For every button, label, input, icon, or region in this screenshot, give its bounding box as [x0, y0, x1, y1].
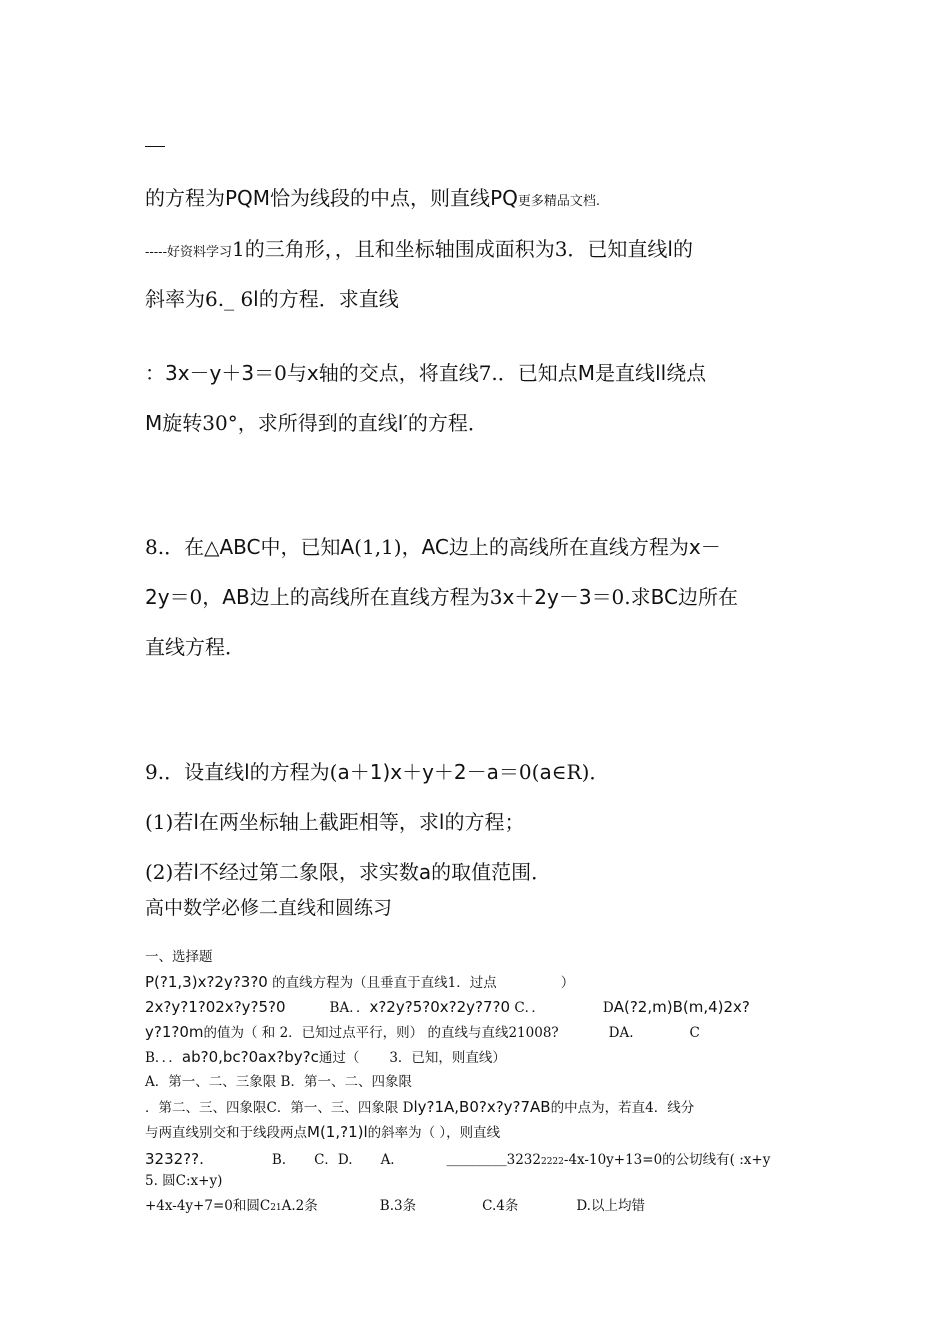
- top-dash: [145, 146, 165, 147]
- q9-line-1: 9.．设直线l的方程为(a＋1)x＋y＋2－a＝0(a∈R)．: [145, 760, 610, 784]
- mc-row-4: B．．．ab?0,bc?0ax?by?c通过（ 3．已知，则直线）: [145, 1048, 506, 1066]
- q8-line-3: 直线方程．: [145, 635, 245, 659]
- mc-row-8: 3232??. B. C．D. A. ＿＿＿＿32322222-4x-10y+13=0的公切线有( :x+y: [145, 1150, 771, 1168]
- mc-row-7: 与两直线别交和于线段两点M(1,?1)l的斜率为（ ），则直线: [145, 1123, 501, 1141]
- section-heading: 一、选择题: [145, 949, 213, 965]
- mc-row-10: +4x-4y+7=0和圆C21A.2条 B.3条 C.4条 D.以上均错: [145, 1198, 645, 1214]
- line-p1: 的方程为PQM恰为线段的中点，则直线PQ更多精品文档.: [145, 186, 601, 210]
- q8-line-2: 2y＝0，AB边上的高线所在直线方程为3x＋2y－3＝0.求BC边所在: [145, 585, 738, 609]
- mc-row-3: y?1?0m的值为（ 和 2．已知过点平行，则） 的直线与直线21008? DA. C: [145, 1023, 700, 1041]
- q9-line-3: (2)若l不经过第二象限，求实数a的取值范围．: [145, 860, 552, 884]
- line-p3: 斜率为6._ 6l的方程．求直线: [145, 287, 399, 311]
- document-title: 高中数学必修二直线和圆练习: [145, 897, 393, 919]
- mc-row-1: P(?1,3)x?2y?3?0 的直线方程为（且垂直于直线1．过点 ）: [145, 973, 575, 991]
- line-p4: ：3x－y＋3＝0与x轴的交点，将直线7.．已知点M是直线ll绕点: [145, 361, 707, 385]
- mc-row-9: 5. 圆C:x+y): [145, 1173, 223, 1189]
- line-p5: M旋转30°，求所得到的直线l′的方程．: [145, 411, 488, 435]
- q9-line-2: (1)若l在两坐标轴上截距相等，求l的方程；: [145, 810, 525, 834]
- line-p2: -----好资料学习1的三角形，，且和坐标轴围成面积为3．已知直线l的: [145, 237, 693, 261]
- mc-row-2: 2x?y?1?02x?y?5?0 BA．．x?2y?5?0x?2y?7?0 C．． DA(?2,m)B(m,4)2x?: [145, 998, 750, 1016]
- q8-line-1: 8.．在△ABC中，已知A(1,1)，AC边上的高线所在直线方程为x－: [145, 535, 721, 559]
- mc-row-6: ．第二、三、四象限C．第一、三、四象限 Dly?1A,B0?x?y?7AB的中点为，若直4．线分: [145, 1098, 695, 1116]
- mc-row-5: A．第一、二、三象限 B．第一、二、四象限: [145, 1074, 412, 1090]
